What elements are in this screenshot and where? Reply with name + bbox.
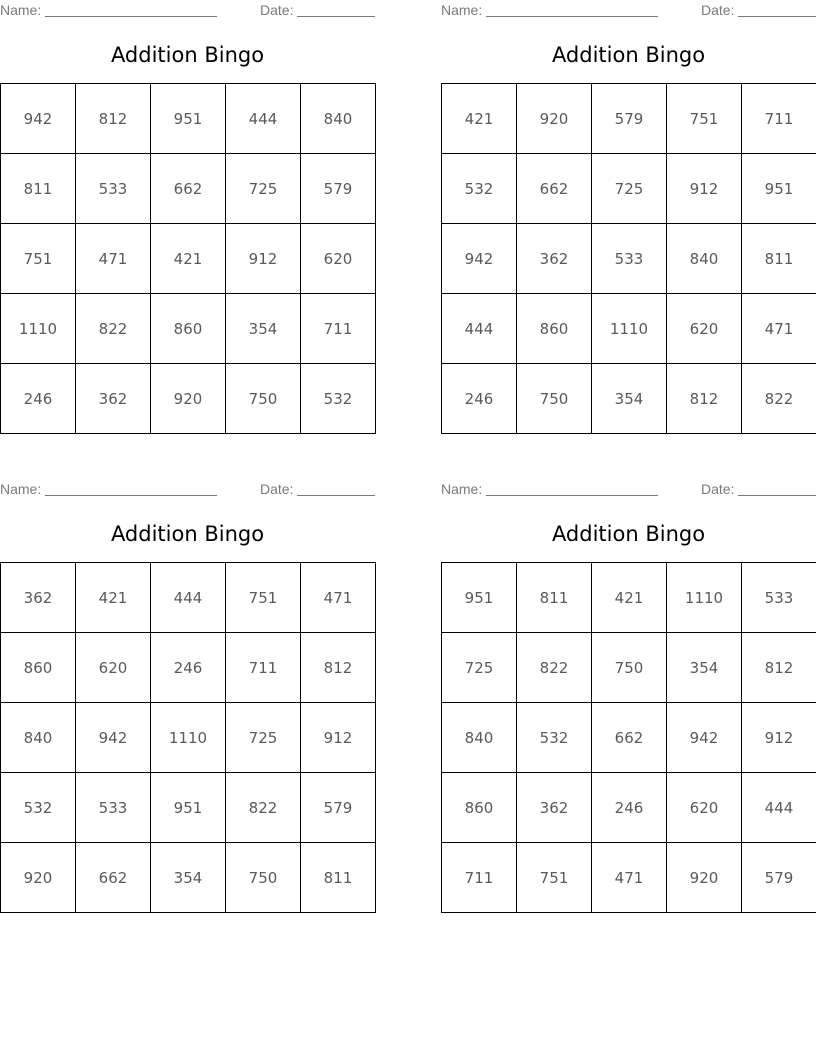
bingo-cell[interactable]: 354 — [667, 633, 742, 703]
bingo-cell[interactable]: 811 — [301, 843, 376, 913]
grid-row — [442, 154, 816, 224]
date-label: Date: — [701, 481, 735, 497]
bingo-cell[interactable]: 246 — [442, 364, 517, 434]
bingo-cell[interactable]: 951 — [151, 84, 226, 154]
bingo-cell[interactable]: 860 — [442, 773, 517, 843]
bingo-cell[interactable]: 246 — [151, 633, 226, 703]
bingo-cell[interactable]: 912 — [301, 703, 376, 773]
bingo-cell[interactable]: 354 — [151, 843, 226, 913]
bingo-cell[interactable]: 822 — [517, 633, 592, 703]
bingo-card-3 — [0, 479, 375, 919]
grid-row — [442, 773, 816, 843]
bingo-cell[interactable]: 750 — [517, 364, 592, 434]
bingo-cell[interactable]: 920 — [517, 84, 592, 154]
bingo-cell[interactable]: 1110 — [151, 703, 226, 773]
bingo-cell[interactable]: 920 — [667, 843, 742, 913]
bingo-cell[interactable]: 246 — [1, 364, 76, 434]
bingo-cell[interactable]: 711 — [226, 633, 301, 703]
name-label: Name: — [0, 481, 42, 497]
date-field[interactable] — [297, 16, 375, 17]
bingo-cell[interactable]: 725 — [226, 154, 301, 224]
bingo-cell[interactable]: 421 — [592, 563, 667, 633]
bingo-cell[interactable]: 579 — [301, 773, 376, 843]
bingo-cell[interactable]: 362 — [1, 563, 76, 633]
grid-row — [442, 364, 816, 434]
bingo-cell[interactable]: 444 — [226, 84, 301, 154]
bingo-cell[interactable]: 354 — [226, 294, 301, 364]
bingo-cell[interactable]: 920 — [151, 364, 226, 434]
bingo-cell[interactable]: 811 — [742, 224, 816, 294]
bingo-grid — [441, 562, 816, 913]
bingo-cell[interactable]: 579 — [742, 843, 816, 913]
name-field[interactable] — [486, 16, 658, 17]
bingo-cell[interactable]: 362 — [517, 224, 592, 294]
bingo-cell[interactable]: 1110 — [1, 294, 76, 364]
grid-row — [442, 224, 816, 294]
bingo-grid — [0, 562, 376, 913]
bingo-card-4 — [441, 479, 816, 919]
grid-row — [442, 703, 816, 773]
bingo-cell[interactable]: 471 — [76, 224, 151, 294]
bingo-cell[interactable]: 812 — [742, 633, 816, 703]
bingo-grid — [0, 83, 376, 434]
bingo-cell[interactable]: 812 — [301, 633, 376, 703]
bingo-cell[interactable]: 444 — [151, 563, 226, 633]
bingo-cell[interactable]: 1110 — [592, 294, 667, 364]
bingo-cell[interactable]: 751 — [226, 563, 301, 633]
bingo-cell[interactable]: 362 — [517, 773, 592, 843]
bingo-cell[interactable]: 711 — [301, 294, 376, 364]
bingo-cell[interactable]: 812 — [76, 84, 151, 154]
bingo-cell[interactable]: 533 — [592, 224, 667, 294]
bingo-cell[interactable]: 750 — [226, 364, 301, 434]
grid-row — [1, 224, 376, 294]
bingo-cell[interactable]: 471 — [742, 294, 816, 364]
name-field[interactable] — [45, 16, 217, 17]
bingo-cell[interactable]: 725 — [442, 633, 517, 703]
bingo-cell[interactable]: 620 — [76, 633, 151, 703]
bingo-cell[interactable]: 942 — [667, 703, 742, 773]
bingo-cell[interactable]: 246 — [592, 773, 667, 843]
date-field[interactable] — [738, 495, 816, 496]
date-label: Date: — [701, 2, 735, 18]
bingo-cell[interactable]: 533 — [742, 563, 816, 633]
bingo-cell[interactable]: 662 — [592, 703, 667, 773]
grid-row — [1, 154, 376, 224]
bingo-cell[interactable]: 421 — [151, 224, 226, 294]
bingo-cell[interactable]: 750 — [226, 843, 301, 913]
bingo-cell[interactable]: 532 — [517, 703, 592, 773]
bingo-cell[interactable]: 840 — [667, 224, 742, 294]
bingo-cell[interactable]: 471 — [301, 563, 376, 633]
grid-row — [1, 773, 376, 843]
bingo-cell[interactable]: 711 — [742, 84, 816, 154]
card-title: Addition Bingo — [110, 43, 265, 67]
name-label: Name: — [441, 481, 483, 497]
grid-row — [442, 633, 816, 703]
name-date-line — [0, 481, 375, 497]
bingo-cell[interactable]: 579 — [592, 84, 667, 154]
grid-row — [1, 294, 376, 364]
grid-row — [1, 563, 376, 633]
grid-row — [442, 563, 816, 633]
name-label: Name: — [441, 2, 483, 18]
grid-row — [1, 703, 376, 773]
bingo-cell[interactable]: 951 — [442, 563, 517, 633]
bingo-cell[interactable]: 662 — [151, 154, 226, 224]
bingo-cell[interactable]: 942 — [76, 703, 151, 773]
grid-row — [1, 364, 376, 434]
bingo-cell[interactable]: 840 — [1, 703, 76, 773]
date-label: Date: — [260, 481, 294, 497]
bingo-cell[interactable]: 860 — [517, 294, 592, 364]
card-title: Addition Bingo — [551, 522, 706, 546]
bingo-cell[interactable]: 822 — [742, 364, 816, 434]
card-title: Addition Bingo — [551, 43, 706, 67]
bingo-cell[interactable]: 421 — [442, 84, 517, 154]
bingo-cell[interactable]: 912 — [742, 703, 816, 773]
bingo-grid — [441, 83, 816, 434]
grid-row — [442, 84, 816, 154]
bingo-cell[interactable]: 822 — [76, 294, 151, 364]
bingo-cell[interactable]: 840 — [442, 703, 517, 773]
bingo-cell[interactable]: 532 — [301, 364, 376, 434]
date-field[interactable] — [297, 495, 375, 496]
card-title: Addition Bingo — [110, 522, 265, 546]
bingo-card-1 — [0, 0, 375, 440]
bingo-cell[interactable]: 662 — [517, 154, 592, 224]
bingo-cell[interactable]: 362 — [76, 364, 151, 434]
bingo-cell[interactable]: 951 — [742, 154, 816, 224]
bingo-cell[interactable]: 620 — [667, 294, 742, 364]
bingo-cell[interactable]: 711 — [442, 843, 517, 913]
bingo-cell[interactable]: 354 — [592, 364, 667, 434]
bingo-cell[interactable]: 942 — [1, 84, 76, 154]
bingo-cell[interactable]: 533 — [76, 773, 151, 843]
bingo-cell[interactable]: 532 — [442, 154, 517, 224]
bingo-cell[interactable]: 920 — [1, 843, 76, 913]
grid-row — [1, 633, 376, 703]
bingo-cell[interactable]: 912 — [667, 154, 742, 224]
bingo-cell[interactable]: 620 — [667, 773, 742, 843]
bingo-cell[interactable]: 444 — [742, 773, 816, 843]
bingo-cell[interactable]: 812 — [667, 364, 742, 434]
name-date-line — [441, 481, 816, 497]
bingo-cell[interactable]: 471 — [592, 843, 667, 913]
bingo-cell[interactable]: 725 — [226, 703, 301, 773]
bingo-cell[interactable]: 532 — [1, 773, 76, 843]
name-date-line — [441, 2, 816, 18]
bingo-card-2 — [441, 0, 816, 440]
bingo-cell[interactable]: 750 — [592, 633, 667, 703]
grid-row — [1, 84, 376, 154]
bingo-cell[interactable]: 579 — [301, 154, 376, 224]
name-label: Name: — [0, 2, 42, 18]
name-field[interactable] — [45, 495, 217, 496]
grid-row — [1, 843, 376, 913]
bingo-cell[interactable]: 421 — [76, 563, 151, 633]
bingo-cell[interactable]: 620 — [301, 224, 376, 294]
bingo-cell[interactable]: 822 — [226, 773, 301, 843]
date-label: Date: — [260, 2, 294, 18]
grid-row — [442, 843, 816, 913]
bingo-cell[interactable]: 860 — [1, 633, 76, 703]
bingo-cell[interactable]: 533 — [76, 154, 151, 224]
bingo-cell[interactable]: 912 — [226, 224, 301, 294]
date-field[interactable] — [738, 16, 816, 17]
bingo-cell[interactable]: 662 — [76, 843, 151, 913]
bingo-cell[interactable]: 860 — [151, 294, 226, 364]
bingo-cell[interactable]: 811 — [1, 154, 76, 224]
grid-row — [442, 294, 816, 364]
name-date-line — [0, 2, 375, 18]
bingo-cell[interactable]: 840 — [301, 84, 376, 154]
bingo-cell[interactable]: 942 — [442, 224, 517, 294]
bingo-cell[interactable]: 444 — [442, 294, 517, 364]
bingo-cell[interactable]: 811 — [517, 563, 592, 633]
bingo-cell[interactable]: 751 — [1, 224, 76, 294]
name-field[interactable] — [486, 495, 658, 496]
bingo-cell[interactable]: 751 — [517, 843, 592, 913]
bingo-cell[interactable]: 725 — [592, 154, 667, 224]
bingo-cell[interactable]: 751 — [667, 84, 742, 154]
bingo-cell[interactable]: 1110 — [667, 563, 742, 633]
bingo-cell[interactable]: 951 — [151, 773, 226, 843]
